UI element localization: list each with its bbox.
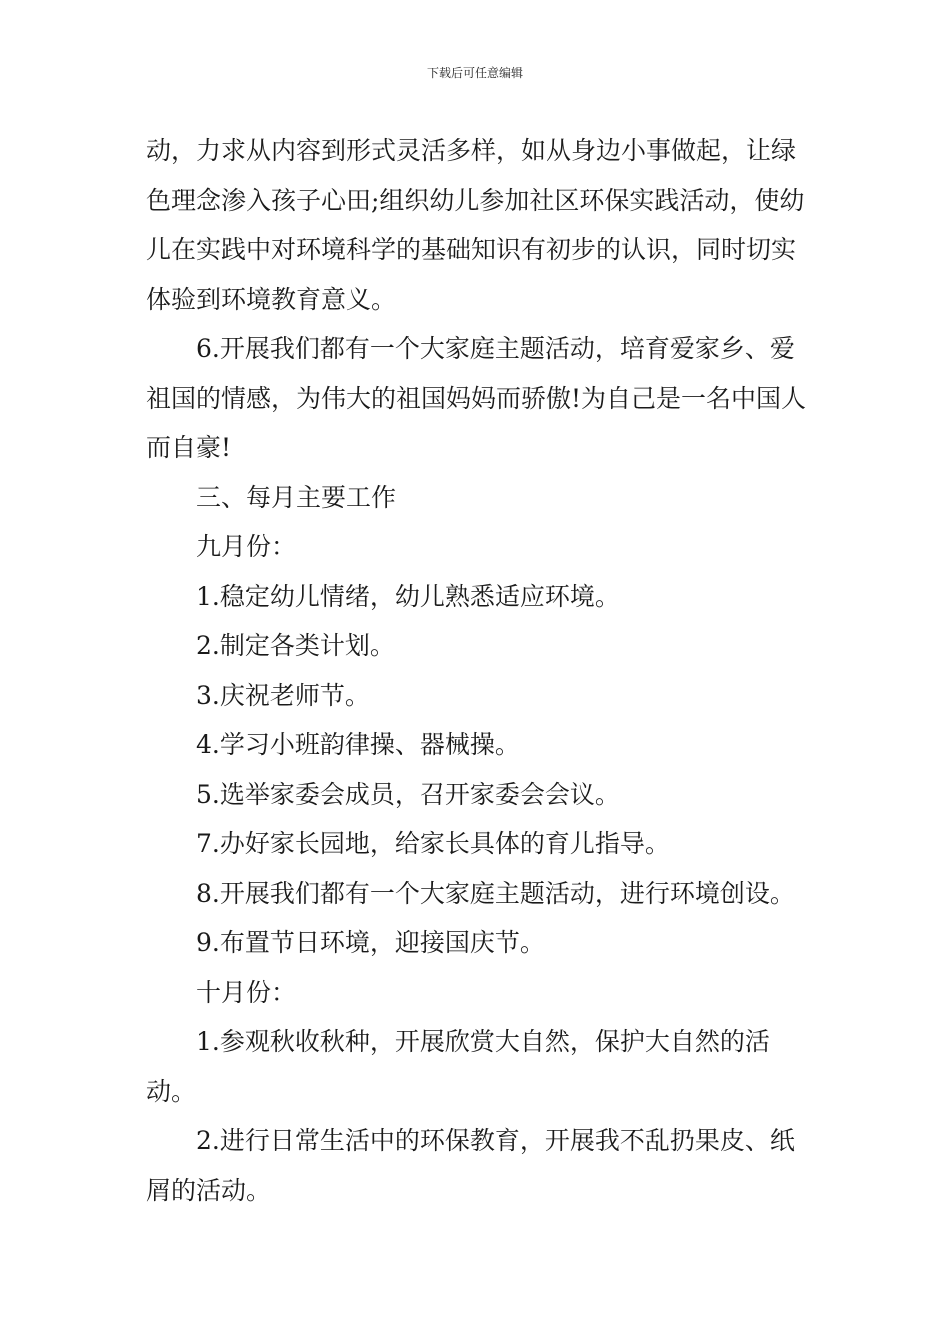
list-item: 2.进行日常生活中的环保教育，开展我不乱扔果皮、纸屑的活动。: [146, 1126, 795, 1205]
paragraph-item-6: 6.开展我们都有一个大家庭主题活动，培育爱家乡、爱祖国的情感，为伟大的祖国妈妈而骄傲!为自己是一名中国人而自豪!: [146, 334, 807, 462]
section-heading-monthly-work: 三、每月主要工作: [196, 482, 397, 512]
list-item: 3.庆祝老师节。: [196, 680, 370, 710]
page-header: 下载后可任意编辑: [426, 66, 523, 80]
list-item: 1.稳定幼儿情绪，幼儿熟悉适应环境。: [196, 581, 620, 611]
list-item: 1.参观秋收秋种，开展欣赏大自然，保护大自然的活动。: [146, 1027, 770, 1106]
paragraph-continuation: 动，力求从内容到形式灵活多样，如从身边小事做起，让绿色理念渗入孩子心田;组织幼儿参加社区环保实践活动，使幼儿在实践中对环境科学的基础知识有初步的认识，同时切实体验到环境教育意义。: [146, 136, 805, 314]
list-item: 2.制定各类计划。: [196, 631, 395, 660]
list-item: 5.选举家委会成员，召开家委会会议。: [196, 779, 620, 809]
list-item: 8.开展我们都有一个大家庭主题活动，进行环境创设。: [196, 878, 795, 908]
month-heading-october: 十月份：: [196, 977, 297, 1007]
month-heading-september: 九月份：: [196, 532, 297, 561]
list-item: 9.布置节日环境，迎接国庆节。: [196, 928, 545, 957]
document-body: [146, 126, 810, 1215]
list-item: 4.学习小班韵律操、器械操。: [196, 730, 520, 759]
list-item: 7.办好家长园地，给家长具体的育儿指导。: [196, 829, 670, 858]
